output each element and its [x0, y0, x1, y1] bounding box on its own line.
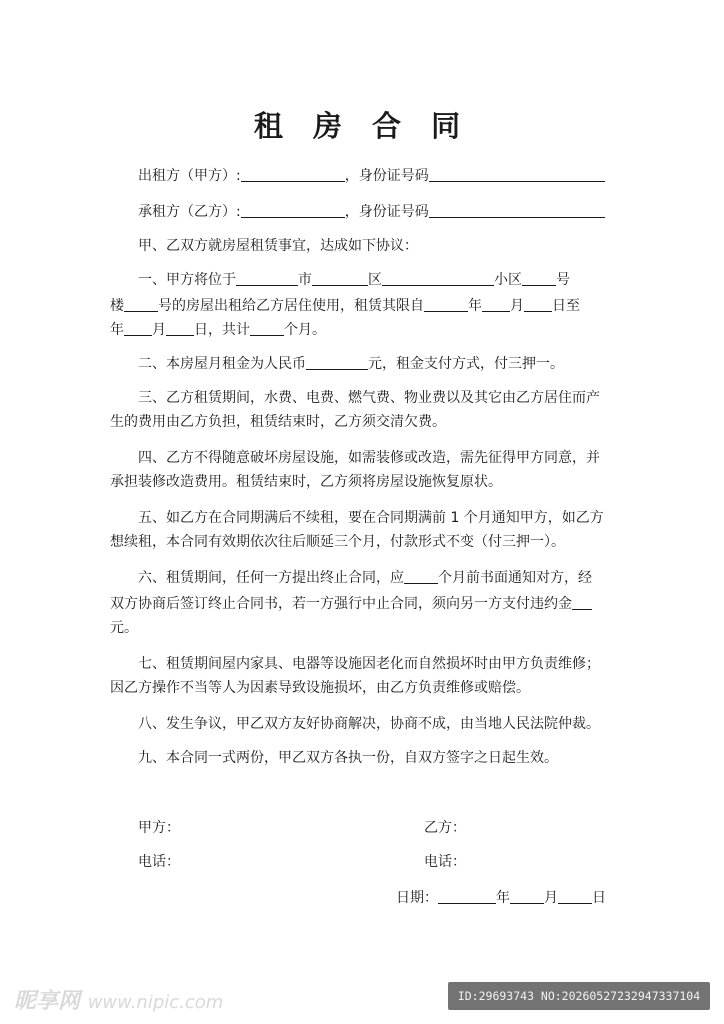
image-id-bar: ID:29693743 NO:20260527232947337104: [448, 982, 710, 1010]
party-a-signature-label: 甲方：: [138, 820, 180, 836]
room-field[interactable]: [124, 297, 158, 312]
start-month-field[interactable]: [482, 297, 510, 312]
community-field[interactable]: [382, 271, 494, 286]
rent-amount-field[interactable]: [306, 355, 368, 370]
party-b-phone-label: 电话：: [424, 854, 466, 870]
party-b-row: [110, 202, 615, 222]
end-month-field[interactable]: [124, 321, 152, 336]
date-row: [396, 888, 606, 908]
date-month-label: 月: [544, 890, 558, 906]
party-a-label: 出租方（甲方）:: [138, 168, 241, 184]
party-a-phone-label: 电话：: [138, 854, 180, 870]
clause-2-text: 二、本房屋月租金为人民币: [138, 356, 306, 372]
clause-2: [110, 354, 615, 374]
clause-6-line-1: [110, 568, 615, 588]
date-day-label: 日: [592, 890, 606, 906]
party-b-label: 承租方（乙方）:: [138, 204, 241, 220]
nipic-watermark-logo: [14, 984, 223, 1015]
watermark-logo-text: 昵享网: [14, 989, 81, 1014]
date-year-label: 年: [496, 890, 510, 906]
clause-8: 八、发生争议，甲乙双方友好协商解决，协商不成，由当地人民法院仲裁。: [138, 716, 600, 732]
number-field[interactable]: [522, 271, 556, 286]
end-year-label: 年: [110, 322, 124, 338]
city-field[interactable]: [236, 271, 298, 286]
end-month-label: 月: [152, 322, 166, 338]
notice-months-field[interactable]: [404, 569, 438, 584]
city-label: 市: [298, 272, 312, 288]
date-year-field[interactable]: [438, 889, 496, 904]
clause-1-text-2: 号的房屋出租给乙方居住使用，租赁其限自: [158, 298, 424, 314]
party-a-row: [110, 166, 615, 186]
party-a-name-field[interactable]: [241, 167, 345, 182]
date-month-field[interactable]: [510, 889, 544, 904]
clause-1-text: 一、甲方将位于: [138, 272, 236, 288]
clause-5-line-2: 想续租，本合同有效期依次往后顺延三个月，付款形式不变（付三押一）。: [110, 534, 565, 550]
district-label: 区: [368, 272, 382, 288]
date-day-field[interactable]: [558, 889, 592, 904]
penalty-field[interactable]: [572, 595, 592, 610]
start-month-label: 月: [510, 298, 524, 314]
contract-title: 租 房 合 同: [253, 109, 471, 143]
clause-6-line-2: [110, 594, 615, 614]
clause-9: 九、本合同一式两份，甲乙双方各执一份，自双方签字之日起生效。: [138, 750, 558, 766]
end-day-field[interactable]: [166, 321, 194, 336]
clause-6-text-2: 个月前书面通知对方，经: [438, 570, 592, 586]
number-label: 号: [556, 272, 570, 288]
party-b-id-field[interactable]: [429, 203, 605, 218]
party-b-name-field[interactable]: [241, 203, 345, 218]
clause-4-line-2: 承担装修改造费用。租赁结束时，乙方须将房屋设施恢复原状。: [110, 474, 502, 490]
building-label: 楼: [110, 298, 124, 314]
clause-6-text: 六、租赁期间，任何一方提出终止合同，应: [138, 570, 404, 586]
clause-7-line-1: 七、租赁期间屋内家具、电器等设施因老化而自然损坏时由甲方负责维修；: [138, 656, 600, 672]
watermark-site: www.nipic.com: [87, 992, 224, 1013]
clause-1-line-2: [110, 296, 615, 316]
party-b-id-label: ，身份证号码: [344, 204, 429, 220]
party-a-id-label: ，身份证号码: [344, 168, 429, 184]
total-label: 日，共计: [194, 322, 250, 338]
clause-1-line-3: [110, 320, 615, 340]
party-b-signature-label: 乙方：: [424, 820, 466, 836]
clause-7-line-2: 因乙方操作不当等人为因素导致设施损坏，由乙方负责维修或赔偿。: [110, 680, 530, 696]
total-months-field[interactable]: [250, 321, 284, 336]
months-label: 个月。: [284, 322, 326, 338]
start-year-field[interactable]: [424, 297, 468, 312]
start-day-label: 日至: [552, 298, 580, 314]
clause-3-line-1: 三、乙方租赁期间，水费、电费、燃气费、物业费以及其它由乙方居住而产: [138, 390, 600, 406]
clause-4-line-1: 四、乙方不得随意破坏房屋设施，如需装修或改造，需先征得甲方同意，并: [138, 450, 600, 466]
clause-3-line-2: 生的费用由乙方负担，租赁结束时，乙方须交清欠费。: [110, 414, 446, 430]
clause-6-text-3: 双方协商后签订终止合同书，若一方强行中止合同，须向另一方支付违约金: [110, 596, 572, 612]
start-day-field[interactable]: [524, 297, 552, 312]
community-label: 小区: [494, 272, 522, 288]
date-label: 日期：: [396, 890, 438, 906]
start-year-label: 年: [468, 298, 482, 314]
clause-2-text-2: 元，租金支付方式，付三押一。: [368, 356, 564, 372]
district-field[interactable]: [312, 271, 368, 286]
clause-1-line-1: [110, 270, 615, 290]
clause-6-line-3: 元。: [110, 620, 138, 636]
party-a-id-field[interactable]: [429, 167, 605, 182]
clause-5-line-1: 五、如乙方在合同期满后不续租，要在合同期满前 1 个月通知甲方，如乙方: [138, 510, 604, 526]
intro-text: 甲、乙双方就房屋租赁事宜，达成如下协议：: [138, 238, 418, 254]
